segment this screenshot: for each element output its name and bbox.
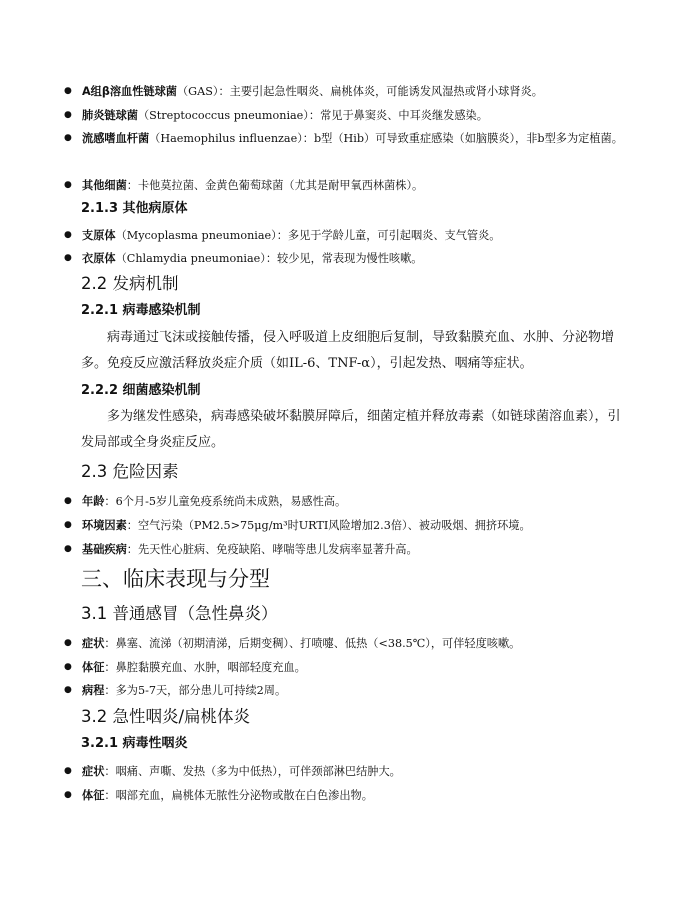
item-label: 体征: [82, 789, 105, 802]
heading-3-1: 3.1 普通感冒（急性鼻炎）: [81, 604, 278, 623]
item-text: （Mycoplasma pneumoniae）：多见于学龄儿童，可引起咽炎、支气管炎。: [115, 229, 501, 242]
item-label: 病程: [82, 684, 105, 697]
list-item-chlamydia: [64, 247, 624, 270]
heading-2-3: 2.3 危险因素: [81, 462, 179, 481]
bullet-icon: ●: [64, 685, 72, 695]
list-item-pneumococcus: [64, 104, 624, 127]
list-item-pharyngitis-signs: [64, 784, 624, 807]
bullet-icon: ●: [64, 638, 72, 648]
list-item-cold-signs: [64, 656, 624, 679]
list-item-other-bacteria: [64, 174, 624, 197]
item-text: ：鼻塞、流涕（初期清涕，后期变稠）、打喷嚏、低热（<38.5℃），可伴轻度咳嗽。: [104, 637, 521, 650]
list-item-age: [64, 490, 624, 513]
item-text: ：咽部充血，扁桃体无脓性分泌物或散在白色渗出物。: [104, 789, 373, 802]
heading-section-3: 三、临床表现与分型: [81, 567, 270, 591]
item-label: 衣原体: [82, 252, 116, 265]
item-label: 基础疾病: [82, 543, 127, 556]
item-text: （GAS）：主要引起急性咽炎、扁桃体炎，可能诱发风湿热或肾小球肾炎。: [176, 85, 543, 98]
item-text: （Haemophilus influenzae）：b型（Hib）可导致重症感染（如脑膜炎），非b型多为定植菌。: [149, 132, 623, 145]
paragraph-bacterial-mechanism: 多为继发性感染，病毒感染破坏黏膜屏障后，细菌定植并释放毒素（如链球菌溶血素），引发局部或全身炎症反应。: [81, 409, 621, 450]
item-text: ：先天性心脏病、免疫缺陷、哮喘等患儿发病率显著升高。: [126, 543, 418, 556]
item-label: 体征: [82, 661, 105, 674]
bullet-icon: ●: [64, 133, 72, 143]
bullet-icon: ●: [64, 766, 72, 776]
heading-2-2-1: 2.2.1 病毒感染机制: [81, 303, 201, 318]
item-text: ：空气污染（PM2.5>75μg/m³时URTI风险增加2.3倍）、被动吸烟、拥挤环境。: [126, 519, 531, 532]
item-label: 症状: [82, 637, 105, 650]
item-label: 支原体: [82, 229, 116, 242]
item-label: 流感嗜血杆菌: [82, 132, 150, 145]
heading-2-2: 2.2 发病机制: [81, 274, 179, 293]
item-label: 症状: [82, 765, 105, 778]
heading-3-2-1: 3.2.1 病毒性咽炎: [81, 736, 188, 751]
bullet-icon: ●: [64, 110, 72, 120]
heading-3-2: 3.2 急性咽炎/扁桃体炎: [81, 707, 251, 726]
item-text: ：多为5-7天，部分患儿可持续2周。: [104, 684, 287, 697]
bullet-icon: ●: [64, 790, 72, 800]
list-item-mycoplasma: [64, 224, 624, 247]
list-item-pharyngitis-symptoms: [64, 760, 624, 783]
item-text: ：卡他莫拉菌、金黄色葡萄球菌（尤其是耐甲氧西林菌株）。: [126, 179, 424, 192]
bullet-icon: ●: [64, 230, 72, 240]
bullet-icon: ●: [64, 520, 72, 530]
bullet-icon: ●: [64, 180, 72, 190]
heading-2-2-2: 2.2.2 细菌感染机制: [81, 383, 201, 398]
item-label: 其他细菌: [82, 179, 127, 192]
paragraph-viral-mechanism: 病毒通过飞沫或接触传播，侵入呼吸道上皮细胞后复制，导致黏膜充血、水肿、分泌物增多。免疫反应激活释放炎症介质（如IL-6、TNF-α），引起发热、咽痛等症状。: [81, 330, 615, 371]
item-label: A组β溶血性链球菌: [82, 85, 177, 98]
bullet-icon: ●: [64, 662, 72, 672]
item-text: （Chlamydia pneumoniae）：较少见，常表现为慢性咳嗽。: [115, 252, 423, 265]
bullet-icon: ●: [64, 253, 72, 263]
item-label: 年龄: [82, 495, 105, 508]
item-text: ：鼻腔黏膜充血、水肿，咽部轻度充血。: [104, 661, 306, 674]
item-label: 环境因素: [82, 519, 127, 532]
list-item-gas: [64, 80, 624, 103]
item-text: ：咽痛、声嘶、发热（多为中低热），可伴颈部淋巴结肿大。: [104, 765, 401, 778]
item-text: ：6个月-5岁儿童免疫系统尚未成熟，易感性高。: [104, 495, 347, 508]
item-label: 肺炎链球菌: [82, 109, 138, 122]
bullet-icon: ●: [64, 86, 72, 96]
heading-2-1-3: 2.1.3 其他病原体: [81, 201, 188, 216]
list-item-environment: [64, 514, 624, 537]
list-item-cold-course: [64, 679, 624, 702]
item-text: （Streptococcus pneumoniae）：常见于鼻窦炎、中耳炎继发感染。: [137, 109, 488, 122]
list-item-underlying: [64, 538, 624, 561]
list-item-hib: [64, 127, 624, 150]
list-item-cold-symptoms: [64, 632, 624, 655]
bullet-icon: ●: [64, 496, 72, 506]
bullet-icon: ●: [64, 544, 72, 554]
